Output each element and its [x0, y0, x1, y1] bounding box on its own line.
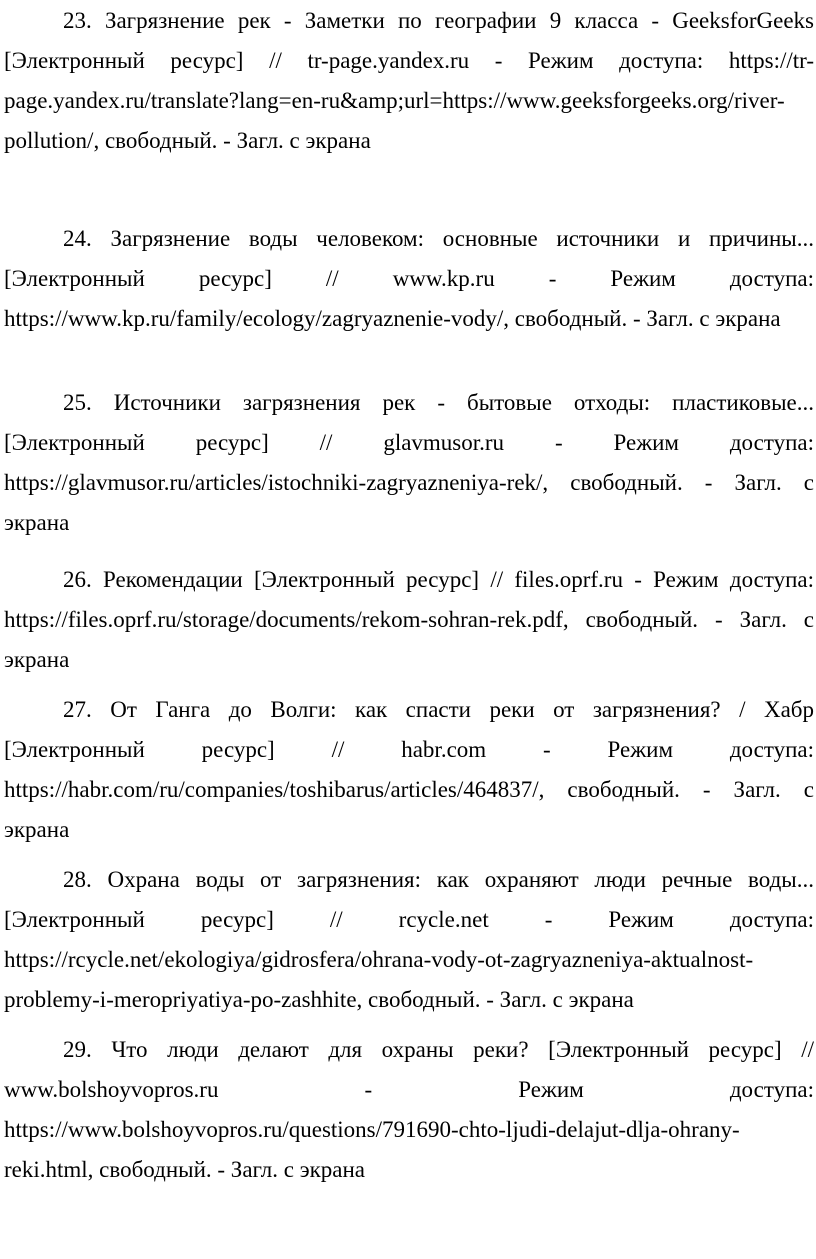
reference-item-28: 28. Охрана воды от загрязнения: как охраняют люди речные воды... [Электронный ресурс] // rcycle.net - Режим доступа: https://rcycle.net/ekologiya/gidrosfera/ohrana-vody-ot-zagryazneniya-aktualnost-problemy-i-meropriyatiya-po-zashhite, свободный. - Загл. с экрана — [4, 867, 814, 1012]
reference-item-23: 23. Загрязнение рек - Заметки по географии 9 класса - GeeksforGeeks [Электронный ресурс] // tr-page.yandex.ru - Режим доступа: https://tr-page.yandex.ru/translate?lang=en-ru&amp;url=https://www.geeksforgeeks.org/river-pollution/, свободный. - Загл. с экрана — [4, 8, 814, 153]
reference-item-27: 27. От Ганга до Волги: как спасти реки от загрязнения? / Хабр [Электронный ресурс] // habr.com - Режим доступа: https://habr.com/ru/companies/toshibarus/articles/464837/, свободный. - Загл. с экрана — [4, 697, 814, 842]
reference-item-25: 25. Источники загрязнения рек - бытовые отходы: пластиковые... [Электронный ресурс] // glavmusor.ru - Режим доступа: https://glavmusor.ru/articles/istochniki-zagryazneniya-rek/, свободный. - Загл. с экрана — [4, 390, 814, 535]
reference-item-24: 24. Загрязнение воды человеком: основные источники и причины... [Электронный ресурс] // www.kp.ru - Режим доступа: https://www.kp.ru/family/ecology/zagryaznenie-vody/, свободный. - Загл. с экрана — [4, 226, 814, 331]
reference-item-29: 29. Что люди делают для охраны реки? [Электронный ресурс] // www.bolshoyvopros.ru - Режим доступа: https://www.bolshoyvopros.ru/questions/791690-chto-ljudi-delajut-dlja-ohrany-reki.html, свободный. - Загл. с экрана — [4, 1037, 814, 1182]
reference-item-26: 26. Рекомендации [Электронный ресурс] // files.oprf.ru - Режим доступа: https://files.oprf.ru/storage/documents/rekom-sohran-rek.pdf, свободный. - Загл. с экрана — [4, 567, 814, 672]
